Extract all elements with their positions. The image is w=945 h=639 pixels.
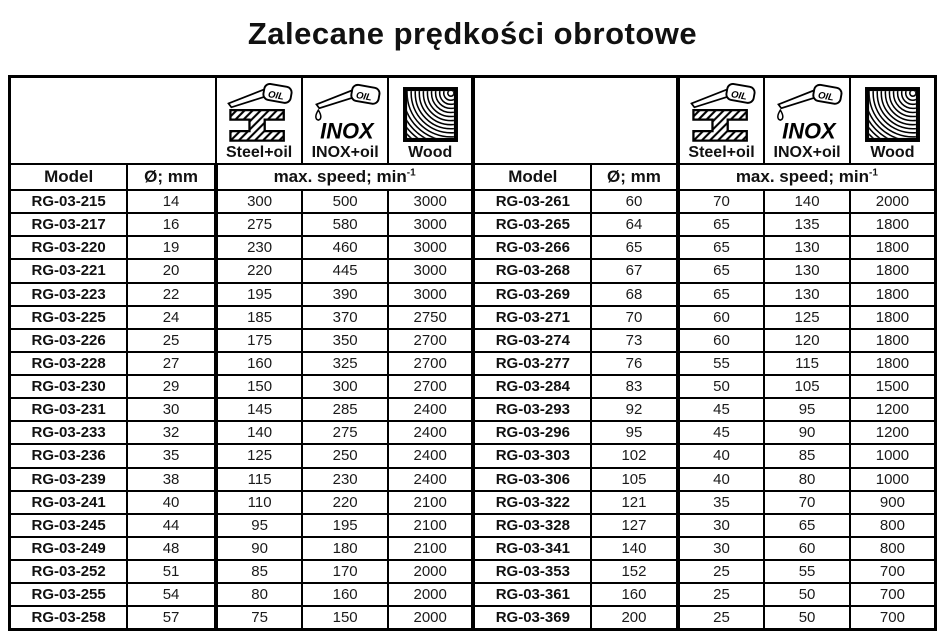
value-cell: 73 (591, 329, 678, 352)
value-cell: 40 (678, 444, 765, 467)
value-cell: 200 (591, 606, 678, 629)
value-cell: 92 (591, 398, 678, 421)
value-cell: 160 (216, 352, 303, 375)
value-cell: 2000 (388, 560, 474, 583)
value-cell: 105 (591, 468, 678, 491)
table-row (10, 236, 936, 259)
value-cell: 2400 (388, 444, 474, 467)
model-cell: RG-03-271 (473, 306, 591, 329)
model-cell: RG-03-236 (10, 444, 128, 467)
value-cell: 75 (216, 606, 303, 629)
value-cell: 20 (127, 259, 216, 282)
value-cell: 900 (850, 491, 936, 514)
model-cell: RG-03-241 (10, 491, 128, 514)
value-cell: 40 (678, 468, 765, 491)
value-cell: 230 (216, 236, 303, 259)
max-speed-exponent: -1 (869, 167, 878, 179)
steel-oil-icon (682, 83, 762, 143)
model-cell: RG-03-233 (10, 421, 128, 444)
value-cell: 35 (127, 444, 216, 467)
value-cell: 19 (127, 236, 216, 259)
empty-corner-cell (10, 77, 216, 165)
value-cell: 1000 (850, 468, 936, 491)
model-cell: RG-03-268 (473, 259, 591, 282)
value-cell: 54 (127, 583, 216, 606)
value-cell: 460 (302, 236, 388, 259)
value-cell: 70 (591, 306, 678, 329)
model-cell: RG-03-293 (473, 398, 591, 421)
value-cell: 275 (216, 213, 303, 236)
value-cell: 2100 (388, 537, 474, 560)
value-cell: 65 (678, 283, 765, 306)
value-cell: 60 (678, 329, 765, 352)
model-cell: RG-03-284 (473, 375, 591, 398)
table-row (10, 352, 936, 375)
value-cell: 195 (302, 514, 388, 537)
column-labels-row (10, 164, 936, 190)
value-cell: 1200 (850, 398, 936, 421)
table-row (10, 190, 936, 213)
table-row (10, 468, 936, 491)
value-cell: 30 (678, 514, 765, 537)
value-cell: 140 (764, 190, 850, 213)
value-cell: 3000 (388, 213, 474, 236)
value-cell: 55 (678, 352, 765, 375)
value-cell: 800 (850, 537, 936, 560)
wood-icon (864, 86, 921, 143)
model-cell: RG-03-269 (473, 283, 591, 306)
value-cell: 700 (850, 560, 936, 583)
value-cell: 65 (678, 213, 765, 236)
speed-table (8, 75, 937, 631)
icons-header-row (10, 77, 936, 165)
model-cell: RG-03-230 (10, 375, 128, 398)
value-cell: 2400 (388, 421, 474, 444)
value-cell: 105 (764, 375, 850, 398)
table-row (10, 398, 936, 421)
value-cell: 300 (216, 190, 303, 213)
value-cell: 51 (127, 560, 216, 583)
value-cell: 57 (127, 606, 216, 629)
max-speed-text: max. speed; min (273, 167, 407, 186)
value-cell: 64 (591, 213, 678, 236)
value-cell: 90 (764, 421, 850, 444)
inox-oil-label: INOX+oil (773, 144, 841, 161)
value-cell: 65 (678, 259, 765, 282)
value-cell: 3000 (388, 283, 474, 306)
model-cell: RG-03-266 (473, 236, 591, 259)
value-cell: 60 (678, 306, 765, 329)
value-cell: 65 (678, 236, 765, 259)
value-cell: 22 (127, 283, 216, 306)
value-cell: 85 (216, 560, 303, 583)
value-cell: 120 (764, 329, 850, 352)
model-cell: RG-03-217 (10, 213, 128, 236)
value-cell: 220 (216, 259, 303, 282)
value-cell: 70 (764, 491, 850, 514)
max-speed-text: max. speed; min (735, 167, 870, 186)
value-cell: 445 (302, 259, 388, 282)
value-cell: 140 (591, 537, 678, 560)
value-cell: 65 (591, 236, 678, 259)
table-row (10, 606, 936, 629)
value-cell: 2700 (388, 329, 474, 352)
wood-header-cell (850, 77, 936, 165)
max-speed-column-header (678, 164, 936, 190)
value-cell: 2400 (388, 398, 474, 421)
table-row (10, 421, 936, 444)
value-cell: 180 (302, 537, 388, 560)
inox-oil-header-cell (764, 77, 850, 165)
value-cell: 80 (764, 468, 850, 491)
model-cell: RG-03-226 (10, 329, 128, 352)
value-cell: 121 (591, 491, 678, 514)
value-cell: 30 (127, 398, 216, 421)
wood-label: Wood (870, 144, 915, 161)
value-cell: 115 (764, 352, 850, 375)
empty-corner-cell (473, 77, 677, 165)
value-cell: 25 (678, 560, 765, 583)
value-cell: 140 (216, 421, 303, 444)
table-row (10, 491, 936, 514)
value-cell: 25 (678, 583, 765, 606)
table-row (10, 283, 936, 306)
model-cell: RG-03-231 (10, 398, 128, 421)
value-cell: 800 (850, 514, 936, 537)
max-speed-column-header (216, 164, 474, 190)
value-cell: 110 (216, 491, 303, 514)
value-cell: 325 (302, 352, 388, 375)
steel-oil-label: Steel+oil (688, 144, 755, 161)
value-cell: 3000 (388, 259, 474, 282)
value-cell: 25 (127, 329, 216, 352)
value-cell: 285 (302, 398, 388, 421)
model-cell: RG-03-255 (10, 583, 128, 606)
model-cell: RG-03-249 (10, 537, 128, 560)
value-cell: 125 (764, 306, 850, 329)
value-cell: 1800 (850, 283, 936, 306)
value-cell: 2000 (388, 583, 474, 606)
value-cell: 2000 (388, 606, 474, 629)
value-cell: 1000 (850, 444, 936, 467)
inox-wordmark: INOX (782, 118, 836, 143)
model-column-header: Model (473, 164, 591, 190)
model-cell: RG-03-258 (10, 606, 128, 629)
value-cell: 90 (216, 537, 303, 560)
value-cell: 30 (678, 537, 765, 560)
value-cell: 150 (216, 375, 303, 398)
value-cell: 115 (216, 468, 303, 491)
table-row (10, 329, 936, 352)
model-cell: RG-03-215 (10, 190, 128, 213)
value-cell: 250 (302, 444, 388, 467)
value-cell: 170 (302, 560, 388, 583)
model-cell: RG-03-252 (10, 560, 128, 583)
value-cell: 2750 (388, 306, 474, 329)
value-cell: 125 (216, 444, 303, 467)
model-cell: RG-03-306 (473, 468, 591, 491)
value-cell: 16 (127, 213, 216, 236)
value-cell: 185 (216, 306, 303, 329)
value-cell: 24 (127, 306, 216, 329)
max-speed-exponent: -1 (406, 167, 416, 179)
value-cell: 3000 (388, 236, 474, 259)
value-cell: 83 (591, 375, 678, 398)
model-column-header: Model (10, 164, 128, 190)
value-cell: 275 (302, 421, 388, 444)
value-cell: 50 (764, 583, 850, 606)
inox-oil-label: INOX+oil (311, 144, 379, 161)
value-cell: 195 (216, 283, 303, 306)
value-cell: 50 (678, 375, 765, 398)
steel-oil-icon (219, 83, 299, 143)
value-cell: 175 (216, 329, 303, 352)
model-cell: RG-03-341 (473, 537, 591, 560)
value-cell: 135 (764, 213, 850, 236)
model-cell: RG-03-220 (10, 236, 128, 259)
table-row (10, 375, 936, 398)
table-row (10, 259, 936, 282)
value-cell: 350 (302, 329, 388, 352)
table-row (10, 306, 936, 329)
value-cell: 1800 (850, 329, 936, 352)
model-cell: RG-03-225 (10, 306, 128, 329)
value-cell: 2700 (388, 375, 474, 398)
diameter-column-header: Ø; mm (127, 164, 216, 190)
value-cell: 45 (678, 421, 765, 444)
wood-header-cell (388, 77, 474, 165)
steel-oil-header-cell (678, 77, 765, 165)
value-cell: 130 (764, 283, 850, 306)
value-cell: 230 (302, 468, 388, 491)
value-cell: 85 (764, 444, 850, 467)
value-cell: 145 (216, 398, 303, 421)
steel-oil-label: Steel+oil (225, 144, 293, 161)
value-cell: 2100 (388, 514, 474, 537)
value-cell: 150 (302, 606, 388, 629)
model-cell: RG-03-322 (473, 491, 591, 514)
value-cell: 60 (764, 537, 850, 560)
value-cell: 67 (591, 259, 678, 282)
value-cell: 130 (764, 259, 850, 282)
value-cell: 1800 (850, 236, 936, 259)
value-cell: 65 (764, 514, 850, 537)
model-cell: RG-03-239 (10, 468, 128, 491)
value-cell: 80 (216, 583, 303, 606)
value-cell: 76 (591, 352, 678, 375)
model-cell: RG-03-328 (473, 514, 591, 537)
model-cell: RG-03-261 (473, 190, 591, 213)
model-cell: RG-03-221 (10, 259, 128, 282)
value-cell: 95 (764, 398, 850, 421)
value-cell: 25 (678, 606, 765, 629)
value-cell: 2100 (388, 491, 474, 514)
model-cell: RG-03-361 (473, 583, 591, 606)
value-cell: 1200 (850, 421, 936, 444)
model-cell: RG-03-228 (10, 352, 128, 375)
value-cell: 27 (127, 352, 216, 375)
model-cell: RG-03-223 (10, 283, 128, 306)
value-cell: 50 (764, 606, 850, 629)
value-cell: 700 (850, 583, 936, 606)
table-row (10, 583, 936, 606)
wood-icon (402, 86, 459, 143)
table-row (10, 560, 936, 583)
value-cell: 1800 (850, 306, 936, 329)
value-cell: 60 (591, 190, 678, 213)
model-cell: RG-03-303 (473, 444, 591, 467)
value-cell: 14 (127, 190, 216, 213)
value-cell: 1800 (850, 352, 936, 375)
value-cell: 32 (127, 421, 216, 444)
value-cell: 55 (764, 560, 850, 583)
value-cell: 1500 (850, 375, 936, 398)
inox-oil-icon (305, 83, 385, 143)
model-cell: RG-03-274 (473, 329, 591, 352)
value-cell: 1800 (850, 259, 936, 282)
table-body (10, 190, 936, 630)
value-cell: 152 (591, 560, 678, 583)
value-cell: 48 (127, 537, 216, 560)
value-cell: 390 (302, 283, 388, 306)
model-cell: RG-03-353 (473, 560, 591, 583)
value-cell: 95 (216, 514, 303, 537)
table-row (10, 514, 936, 537)
value-cell: 1800 (850, 213, 936, 236)
wood-label: Wood (408, 144, 453, 161)
value-cell: 40 (127, 491, 216, 514)
value-cell: 2400 (388, 468, 474, 491)
value-cell: 2700 (388, 352, 474, 375)
value-cell: 44 (127, 514, 216, 537)
table-row (10, 213, 936, 236)
table-row (10, 444, 936, 467)
value-cell: 45 (678, 398, 765, 421)
table-row (10, 537, 936, 560)
value-cell: 130 (764, 236, 850, 259)
value-cell: 35 (678, 491, 765, 514)
model-cell: RG-03-245 (10, 514, 128, 537)
value-cell: 580 (302, 213, 388, 236)
model-cell: RG-03-265 (473, 213, 591, 236)
diameter-column-header: Ø; mm (591, 164, 678, 190)
value-cell: 38 (127, 468, 216, 491)
model-cell: RG-03-277 (473, 352, 591, 375)
value-cell: 220 (302, 491, 388, 514)
value-cell: 2000 (850, 190, 936, 213)
inox-wordmark: INOX (320, 118, 374, 143)
inox-oil-header-cell (302, 77, 388, 165)
value-cell: 102 (591, 444, 678, 467)
inox-oil-icon (767, 83, 847, 143)
value-cell: 160 (591, 583, 678, 606)
value-cell: 700 (850, 606, 936, 629)
value-cell: 500 (302, 190, 388, 213)
value-cell: 300 (302, 375, 388, 398)
value-cell: 70 (678, 190, 765, 213)
value-cell: 68 (591, 283, 678, 306)
value-cell: 3000 (388, 190, 474, 213)
value-cell: 127 (591, 514, 678, 537)
model-cell: RG-03-296 (473, 421, 591, 444)
model-cell: RG-03-369 (473, 606, 591, 629)
value-cell: 29 (127, 375, 216, 398)
value-cell: 160 (302, 583, 388, 606)
value-cell: 95 (591, 421, 678, 444)
value-cell: 370 (302, 306, 388, 329)
steel-oil-header-cell (216, 77, 303, 165)
page-title: Zalecane prędkości obrotowe (247, 16, 698, 51)
